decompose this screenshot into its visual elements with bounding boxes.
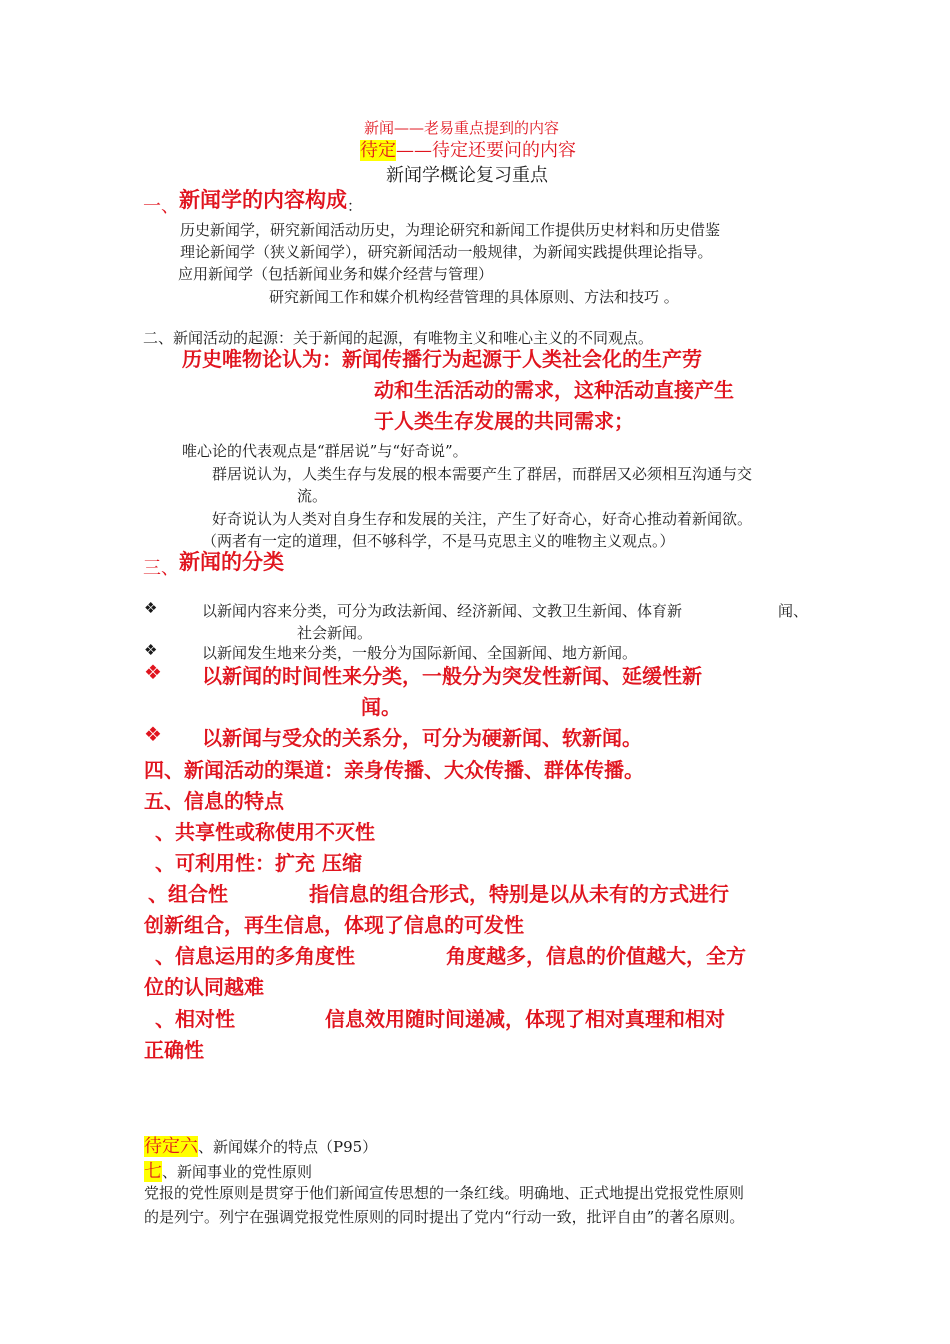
s5-point-4-desc: 角度越多，信息的价值越大，全方 <box>446 944 746 968</box>
bullet-icon: ❖ <box>144 641 158 659</box>
s6-title: 、新闻媒介的特点（P95） <box>198 1138 378 1156</box>
section-3-number: 三、 <box>143 558 179 579</box>
page-title: 新闻学概论复习重点 <box>386 165 548 186</box>
s5-point-5-desc: 信息效用随时间递减，体现了相对真理和相对 <box>325 1007 725 1031</box>
bullet-icon: ❖ <box>144 599 158 617</box>
s3-bullet-2: 以新闻发生地来分类，一般分为国际新闻、全国新闻、地方新闻。 <box>202 644 638 662</box>
s1-line-4: 研究新闻工作和媒介机构经营管理的具体原则、方法和技巧 。 <box>269 288 679 306</box>
s4-line: 四、新闻活动的渠道：亲身传播、大众传播、群体传播。 <box>144 758 644 782</box>
s1-line-1: 历史新闻学，研究新闻活动历史，为理论研究和新闻工作提供历史材料和历史借鉴 <box>180 221 721 239</box>
section-3-heading <box>143 546 284 579</box>
s5-point-3-cont: 创新组合，再生信息，体现了信息的可发性 <box>144 913 524 937</box>
s7-heading <box>144 1157 312 1183</box>
bullet-icon: ❖ <box>144 722 162 746</box>
s5-point-3-desc: 指信息的组合形式，特别是以从未有的方式进行 <box>309 882 729 906</box>
s1-line-2: 理论新闻学（狭义新闻学），研究新闻活动一般规律，为新闻实践提供理论指导。 <box>180 243 713 261</box>
legend-line-2 <box>360 136 576 162</box>
s3-bullet-3a: 以新闻的时间性来分类，一般分为突发性新闻、延缓性新 <box>202 664 702 688</box>
s7-number: 七 <box>144 1161 162 1182</box>
pending-highlight: 待定六 <box>144 1136 198 1157</box>
s2-red-3: 于人类生存发展的共同需求； <box>374 409 634 433</box>
s5-point-4-cont: 位的认同越难 <box>144 975 264 999</box>
s5-point-4-label: 、信息运用的多角度性 <box>155 944 355 968</box>
bullet-icon: ❖ <box>144 660 162 684</box>
s2-red-1: 历史唯物论认为：新闻传播行为起源于人类社会化的生产劳 <box>182 347 702 371</box>
s7-line-1: 党报的党性原则是贯穿于他们新闻宣传思想的一条红线。明确地、正式地提出党报党性原则 <box>144 1184 745 1202</box>
s2-idealism: 唯心论的代表观点是“群居说”与“好奇说”。 <box>182 442 468 460</box>
s5-point-1: 、共享性或称使用不灭性 <box>155 820 375 844</box>
s1-line-3: 应用新闻学（包括新闻业务和媒介经营与管理） <box>178 265 494 283</box>
s2-group-2: 流。 <box>297 487 328 505</box>
s5-heading: 五、信息的特点 <box>144 789 284 813</box>
s3-bullet-1a: 以新闻内容来分类，可分为政法新闻、经济新闻、文教卫生新闻、体育新 <box>202 602 683 620</box>
s2-red-2: 动和生活活动的需求，这种活动直接产生 <box>374 378 734 402</box>
s5-point-5-cont: 正确性 <box>144 1038 204 1062</box>
section-1-heading <box>143 184 363 217</box>
s3-bullet-1c: 社会新闻。 <box>297 624 373 642</box>
s7-line-2: 的是列宁。列宁在强调党报党性原则的同时提出了党内“行动一致，批评自由”的著名原则。 <box>144 1208 745 1226</box>
s2-line: 二、新闻活动的起源：关于新闻的起源，有唯物主义和唯心主义的不同观点。 <box>143 329 654 347</box>
section-1-title: 新闻学的内容构成 <box>179 188 347 212</box>
s2-note: （两者有一定的道理，但不够科学，不是马克思主义的唯物主义观点。） <box>202 532 675 550</box>
section-1-colon: ： <box>347 197 363 215</box>
pending-highlight: 待定 <box>360 140 396 161</box>
s5-point-3-label: 、组合性 <box>148 882 228 906</box>
section-3-title: 新闻的分类 <box>179 550 284 574</box>
s2-curious: 好奇说认为人类对自身生存和发展的关注，产生了好奇心，好奇心推动着新闻欲。 <box>212 510 753 528</box>
s2-group-1: 群居说认为，人类生存与发展的根本需要产生了群居，而群居又必须相互沟通与交 <box>212 465 753 483</box>
s5-point-2: 、可利用性：扩充 压缩 <box>155 851 362 875</box>
section-1-number: 一、 <box>143 196 179 217</box>
s5-point-5-label: 、相对性 <box>155 1007 235 1031</box>
s3-bullet-3b: 闻。 <box>361 695 401 719</box>
legend-line-2-text: ——待定还要问的内容 <box>396 140 576 161</box>
s3-bullet-1b: 闻、 <box>778 602 809 620</box>
s7-title: 、新闻事业的党性原则 <box>162 1163 313 1181</box>
s6-line <box>144 1132 377 1158</box>
legend-line-1: 新闻——老易重点提到的内容 <box>364 119 560 137</box>
s3-bullet-4: 以新闻与受众的关系分，可分为硬新闻、软新闻。 <box>202 726 642 750</box>
